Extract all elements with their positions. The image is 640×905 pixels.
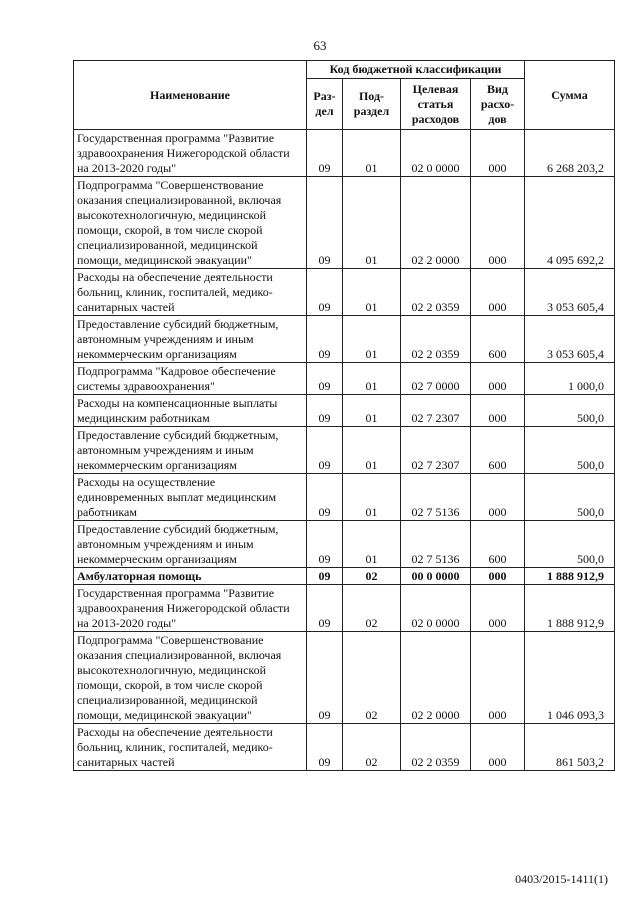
cell-summa: 1 888 912,9 [525, 585, 615, 632]
cell-statya: 02 2 0359 [401, 316, 471, 363]
cell-name: Расходы на обеспечение деятельности больниц, клиник, госпиталей, медико-санитарных частей [74, 269, 307, 316]
cell-podrazdel: 01 [343, 177, 401, 269]
table-row [74, 585, 615, 632]
cell-summa: 500,0 [525, 427, 615, 474]
cell-summa: 1 000,0 [525, 363, 615, 395]
table-row [74, 632, 615, 724]
cell-statya: 02 7 5136 [401, 474, 471, 521]
cell-summa: 500,0 [525, 395, 615, 427]
header-summa: Сумма [525, 61, 615, 130]
cell-name: Подпрограмма "Совершенствование оказания специализированной, включая высокотехнологичную, медицинской помощи, скорой, в том числе скорой специализированной, медицинской помощи, медицинской эвакуации" [74, 177, 307, 269]
cell-razdel: 09 [307, 269, 343, 316]
cell-razdel: 09 [307, 316, 343, 363]
cell-summa: 3 053 605,4 [525, 316, 615, 363]
cell-razdel: 09 [307, 568, 343, 585]
cell-podrazdel: 02 [343, 632, 401, 724]
cell-vid: 600 [471, 521, 525, 568]
cell-razdel: 09 [307, 632, 343, 724]
cell-razdel: 09 [307, 177, 343, 269]
cell-vid: 000 [471, 632, 525, 724]
cell-name: Подпрограмма "Совершенствование оказания специализированной, включая высокотехнологичную, медицинской помощи, скорой, в том числе скорой специализированной, медицинской помощи, медицинской эвакуации" [74, 632, 307, 724]
cell-statya: 00 0 0000 [401, 568, 471, 585]
cell-vid: 000 [471, 130, 525, 177]
cell-summa: 1 046 093,3 [525, 632, 615, 724]
table-row [74, 395, 615, 427]
budget-table [73, 60, 615, 771]
cell-podrazdel: 02 [343, 724, 401, 771]
cell-podrazdel: 01 [343, 130, 401, 177]
cell-name: Государственная программа "Развитие здравоохранения Нижегородской области на 2013-2020 годы" [74, 130, 307, 177]
cell-statya: 02 2 0359 [401, 724, 471, 771]
cell-statya: 02 2 0000 [401, 177, 471, 269]
cell-vid: 000 [471, 395, 525, 427]
cell-summa: 1 888 912,9 [525, 568, 615, 585]
header-vid: Вид расхо- дов [471, 79, 525, 130]
cell-name: Предоставление субсидий бюджетным, автономным учреждениям и иным некоммерческим организациям [74, 316, 307, 363]
cell-podrazdel: 02 [343, 568, 401, 585]
cell-vid: 000 [471, 724, 525, 771]
cell-vid: 000 [471, 363, 525, 395]
cell-summa: 6 268 203,2 [525, 130, 615, 177]
cell-statya: 02 0 0000 [401, 130, 471, 177]
cell-podrazdel: 01 [343, 427, 401, 474]
header-name: Наименование [74, 61, 307, 130]
cell-name: Расходы на обеспечение деятельности больниц, клиник, госпиталей, медико-санитарных частей [74, 724, 307, 771]
cell-summa: 500,0 [525, 521, 615, 568]
cell-razdel: 09 [307, 474, 343, 521]
cell-name: Расходы на осуществление единовременных выплат медицинским работникам [74, 474, 307, 521]
cell-summa: 861 503,2 [525, 724, 615, 771]
cell-name: Подпрограмма "Кадровое обеспечение системы здравоохранения" [74, 363, 307, 395]
cell-razdel: 09 [307, 363, 343, 395]
cell-vid: 600 [471, 316, 525, 363]
cell-name: Расходы на компенсационные выплаты медицинским работникам [74, 395, 307, 427]
table-row [74, 474, 615, 521]
cell-name: Государственная программа "Развитие здравоохранения Нижегородской области на 2013-2020 годы" [74, 585, 307, 632]
header-razdel: Раз- дел [307, 79, 343, 130]
cell-statya: 02 2 0000 [401, 632, 471, 724]
cell-name: Предоставление субсидий бюджетным, автономным учреждениям и иным некоммерческим организациям [74, 521, 307, 568]
table-row [74, 724, 615, 771]
cell-vid: 000 [471, 474, 525, 521]
cell-statya: 02 0 0000 [401, 585, 471, 632]
table-row [74, 568, 615, 585]
cell-statya: 02 7 5136 [401, 521, 471, 568]
table-row [74, 363, 615, 395]
table-row [74, 316, 615, 363]
header-statya: Целевая статья расходов [401, 79, 471, 130]
table-row [74, 177, 615, 269]
cell-podrazdel: 01 [343, 395, 401, 427]
cell-statya: 02 7 2307 [401, 395, 471, 427]
cell-razdel: 09 [307, 427, 343, 474]
table-row [74, 427, 615, 474]
cell-vid: 000 [471, 585, 525, 632]
cell-vid: 600 [471, 427, 525, 474]
table-row [74, 521, 615, 568]
table-row [74, 269, 615, 316]
cell-podrazdel: 01 [343, 363, 401, 395]
cell-podrazdel: 01 [343, 521, 401, 568]
cell-summa: 500,0 [525, 474, 615, 521]
document-code: 0403/2015-1411(1) [515, 872, 608, 886]
cell-podrazdel: 01 [343, 316, 401, 363]
cell-podrazdel: 02 [343, 585, 401, 632]
header-podrazdel: Под- раздел [343, 79, 401, 130]
cell-statya: 02 7 2307 [401, 427, 471, 474]
cell-vid: 000 [471, 177, 525, 269]
cell-summa: 3 053 605,4 [525, 269, 615, 316]
cell-statya: 02 2 0359 [401, 269, 471, 316]
cell-podrazdel: 01 [343, 269, 401, 316]
cell-vid: 000 [471, 568, 525, 585]
cell-razdel: 09 [307, 521, 343, 568]
cell-razdel: 09 [307, 130, 343, 177]
header-classification-group: Код бюджетной классификации [307, 61, 525, 79]
page-number: 63 [313, 38, 327, 53]
cell-name: Амбулаторная помощь [74, 568, 307, 585]
cell-statya: 02 7 0000 [401, 363, 471, 395]
cell-podrazdel: 01 [343, 474, 401, 521]
cell-razdel: 09 [307, 585, 343, 632]
cell-razdel: 09 [307, 395, 343, 427]
cell-name: Предоставление субсидий бюджетным, автономным учреждениям и иным некоммерческим организациям [74, 427, 307, 474]
table-row [74, 130, 615, 177]
cell-summa: 4 095 692,2 [525, 177, 615, 269]
cell-razdel: 09 [307, 724, 343, 771]
cell-vid: 000 [471, 269, 525, 316]
